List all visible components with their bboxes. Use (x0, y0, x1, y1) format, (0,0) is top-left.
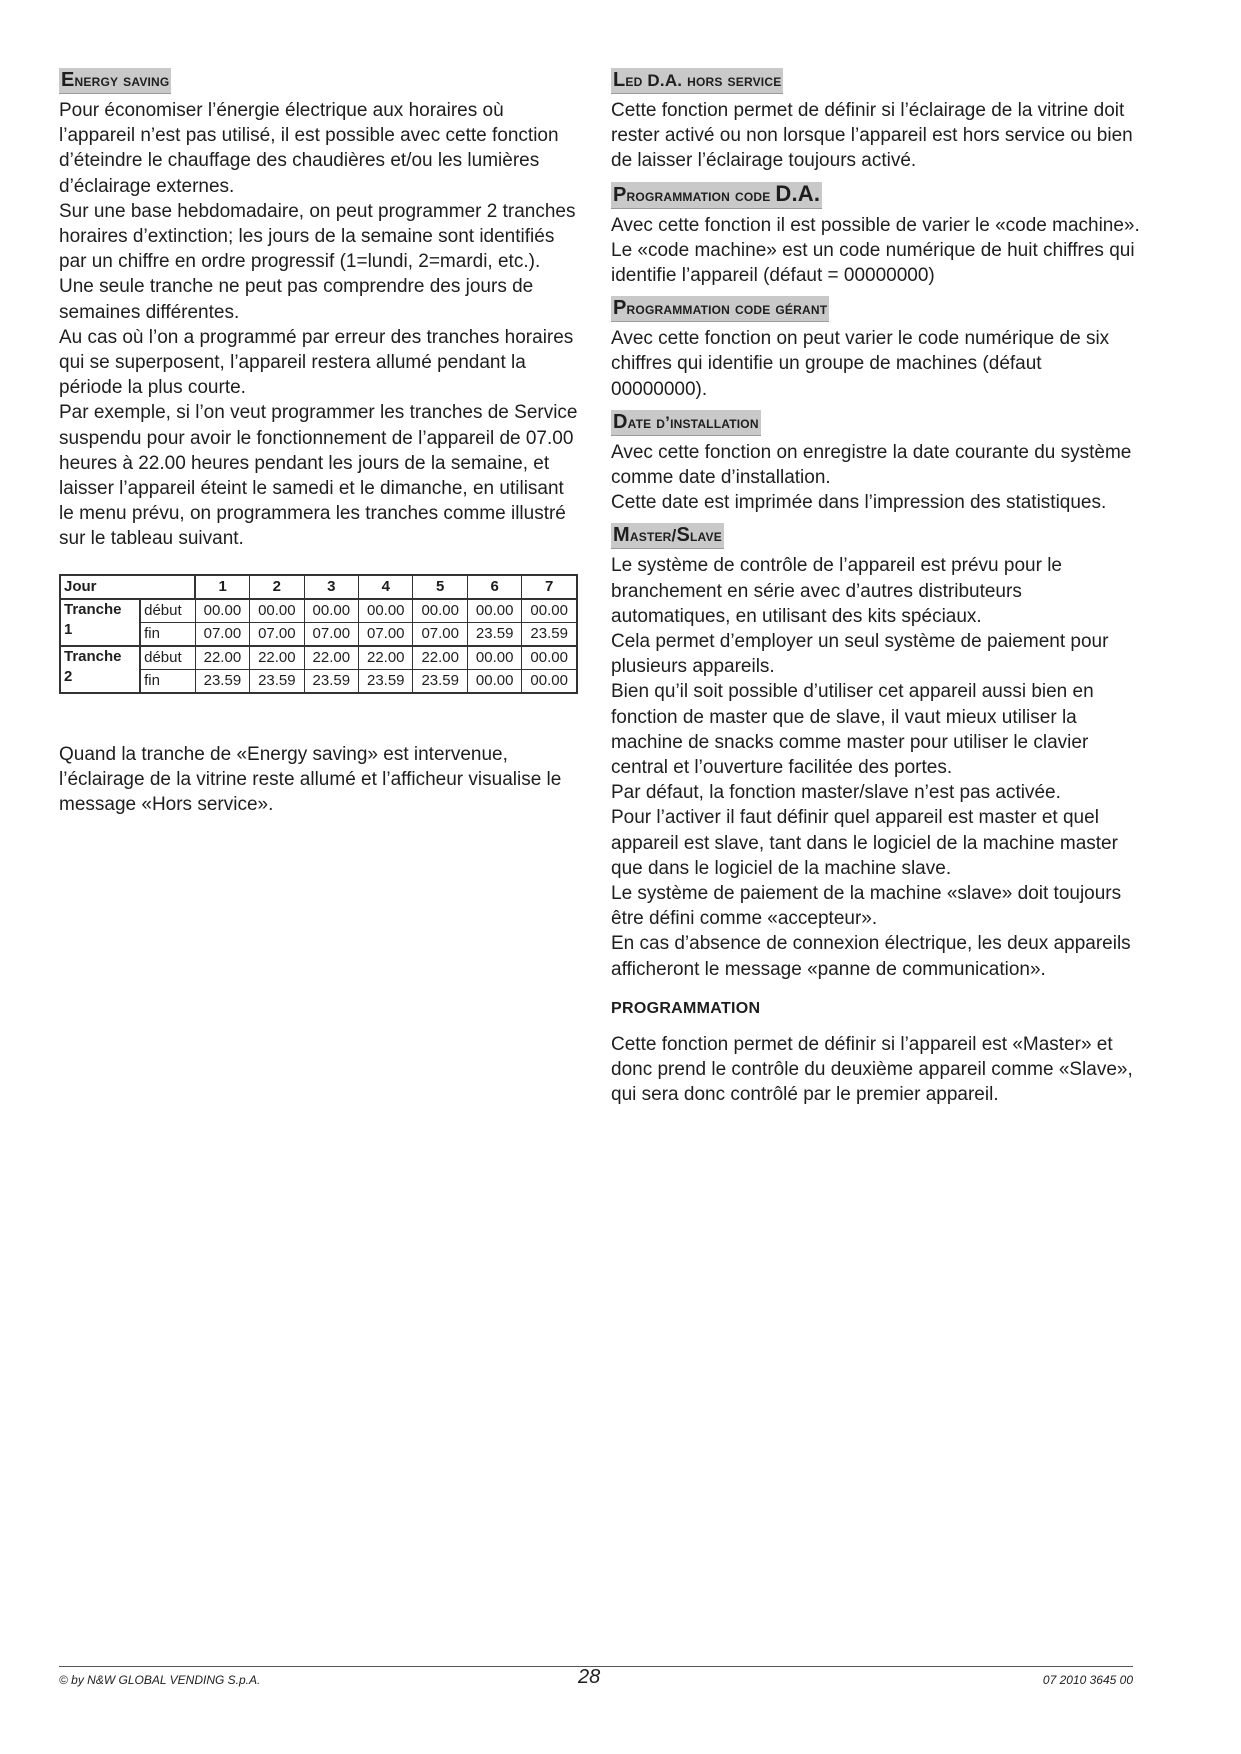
code-gerant-heading: Programmation code gérant (611, 296, 829, 322)
header-day-7: 7 (522, 575, 577, 599)
table-cell: 07.00 (413, 622, 467, 646)
code-gerant-paragraph: Avec cette fonction on peut varier le code numérique de six chiffres qui identifie un groupe de machines (défaut 00000000). (611, 328, 1110, 400)
table-cell: 23.59 (250, 669, 304, 693)
table-row (60, 599, 577, 623)
master-paragraph-1: Le système de contrôle de l’appareil est prévu pour le branchement en série avec d’autres distributeurs automatiques, en utilisant des kits spéciaux. (611, 555, 1062, 627)
programmation-paragraph: Cette fonction permet de définir si l’appareil est «Master» et donc prend le contrôle du deuxième appareil comme «Slave», qui sera donc contrôlé par le premier appareil. (611, 1033, 1133, 1106)
master-paragraph-7: En cas d’absence de connexion électrique, les deux appareils afficheront le message «panne de communication». (611, 933, 1131, 980)
programmation-heading: PROGRAMMATION (611, 999, 761, 1017)
master-slave-heading: Master/Slave (611, 523, 724, 549)
table-cell: 23.59 (522, 622, 577, 646)
code-da-heading: Programmation code D.A. (611, 182, 822, 209)
table-header-row (60, 575, 577, 599)
page-number: 28 (578, 1666, 601, 1688)
fin-label: fin (140, 622, 195, 646)
table-cell: 00.00 (359, 599, 413, 623)
table-cell: 00.00 (522, 646, 577, 670)
energy-paragraph-5: Par exemple, si l’on veut programmer les tranches de Service suspendu pour avoir le fonctionnement de l’appareil de 07.00 heures à 22.00 heures pendant les jours de la semaine, et laisser l’appareil éteint le samedi et le dimanche, en utilisant le menu prévu, on programmera les tranches comme illustré sur le tableau suivant. (59, 402, 578, 550)
table-cell: 23.59 (359, 669, 413, 693)
led-heading: Led D.A. hors service (611, 68, 783, 94)
date-install-paragraph-2: Cette date est imprimée dans l’impression des statistiques. (611, 492, 1107, 514)
energy-paragraph-1: Pour économiser l’énergie électrique aux horaires où l’appareil n’est pas utilisé, il est possible avec cette fonction d’éteindre le chauffage des chaudières et/ou les lumières d’éclairage externes. (59, 100, 559, 197)
schedule-table (59, 574, 578, 694)
table-cell: 00.00 (467, 646, 521, 670)
table-cell: 00.00 (304, 599, 358, 623)
code-da-section (611, 182, 1141, 289)
led-paragraph: Cette fonction permet de définir si l’éclairage de la vitrine doit rester activé ou non lorsque l’appareil est hors service ou bien de laisser l’éclairage toujours activé. (611, 100, 1133, 172)
fin-label: fin (140, 669, 195, 693)
table-cell: 07.00 (250, 622, 304, 646)
led-section (611, 68, 1141, 174)
table-cell: 00.00 (250, 599, 304, 623)
date-install-heading: Date d’installation (611, 410, 761, 436)
table-cell: 23.59 (413, 669, 467, 693)
tranche-1-label: Tranche 1 (60, 599, 140, 646)
header-day-1: 1 (195, 575, 249, 599)
master-slave-section (611, 523, 1141, 981)
energy-saving-heading: Energy saving (59, 68, 171, 94)
table-cell: 22.00 (304, 646, 358, 670)
table-cell: 22.00 (359, 646, 413, 670)
master-paragraph-5: Pour l’activer il faut définir quel appareil est master et quel appareil est slave, tant dans le logiciel de la machine master que dans le logiciel de la machine slave. (611, 807, 1118, 879)
table-cell: 00.00 (413, 599, 467, 623)
footer-copyright: © by N&W GLOBAL VENDING S.p.A. (59, 1673, 261, 1687)
after-table-paragraph: Quand la tranche de «Energy saving» est intervenue, l’éclairage de la vitrine reste allumé et l’afficheur visualise le message «Hors service». (59, 743, 562, 816)
energy-saving-section (59, 68, 579, 552)
energy-paragraph-2: Sur une base hebdomadaire, on peut programmer 2 tranches horaires d’extinction; les jours de la semaine sont identifiés par un chiffre en ordre progressif (1=lundi, 2=mardi, etc.). (59, 200, 576, 273)
document-code: 07 2010 3645 00 (1042, 1673, 1133, 1687)
master-paragraph-4: Par défaut, la fonction master/slave n’est pas activée. (611, 782, 1061, 804)
table-cell: 00.00 (522, 669, 577, 693)
header-day-2: 2 (250, 575, 304, 599)
table-cell: 07.00 (195, 622, 249, 646)
table-cell: 00.00 (522, 599, 577, 623)
table-cell: 22.00 (413, 646, 467, 670)
code-da-paragraph-1: Avec cette fonction il est possible de varier le «code machine». (611, 214, 1140, 236)
table-cell: 22.00 (195, 646, 249, 670)
debut-label: début (140, 646, 195, 670)
date-install-section (611, 410, 1141, 516)
table-cell: 07.00 (359, 622, 413, 646)
master-paragraph-6: Le système de paiement de la machine «slave» doit toujours être défini comme «accepteur». (611, 883, 1122, 930)
table-row (60, 646, 577, 670)
header-day-6: 6 (467, 575, 521, 599)
master-paragraph-2: Cela permet d’employer un seul système de paiement pour plusieurs appareils. (611, 631, 1109, 678)
energy-paragraph-3: Une seule tranche ne peut pas comprendre des jours de semaines différentes. (59, 276, 534, 323)
table-cell: 22.00 (250, 646, 304, 670)
header-day-3: 3 (304, 575, 358, 599)
header-day-4: 4 (359, 575, 413, 599)
date-install-paragraph-1: Avec cette fonction on enregistre la date courante du système comme date d’installation. (611, 441, 1132, 489)
master-paragraph-3: Bien qu’il soit possible d’utiliser cet appareil aussi bien en fonction de master que de slave, il vaut mieux utiliser la machine de snacks comme master pour utiliser le clavier central et l’ouverture facilitée des portes. (611, 681, 1094, 779)
table-cell: 00.00 (467, 599, 521, 623)
programmation-section (611, 1000, 1141, 1108)
code-da-paragraph-2: Le «code machine» est un code numérique de huit chiffres qui identifie l’appareil (défaut = 00000000) (611, 239, 1135, 287)
energy-paragraph-4: Au cas où l’on a programmé par erreur des tranches horaires qui se superposent, l’appareil restera allumé pendant la période la plus courte. (59, 326, 574, 399)
left-column (59, 68, 579, 817)
table-cell: 00.00 (467, 669, 521, 693)
tranche-2-label: Tranche 2 (60, 646, 140, 693)
table-cell: 07.00 (304, 622, 358, 646)
table-cell: 23.59 (195, 669, 249, 693)
table-cell: 23.59 (467, 622, 521, 646)
code-gerant-section (611, 296, 1141, 402)
header-jour: Jour (60, 575, 195, 599)
table-cell: 23.59 (304, 669, 358, 693)
table-cell: 00.00 (195, 599, 249, 623)
right-column (611, 68, 1141, 1108)
debut-label: début (140, 599, 195, 623)
header-day-5: 5 (413, 575, 467, 599)
